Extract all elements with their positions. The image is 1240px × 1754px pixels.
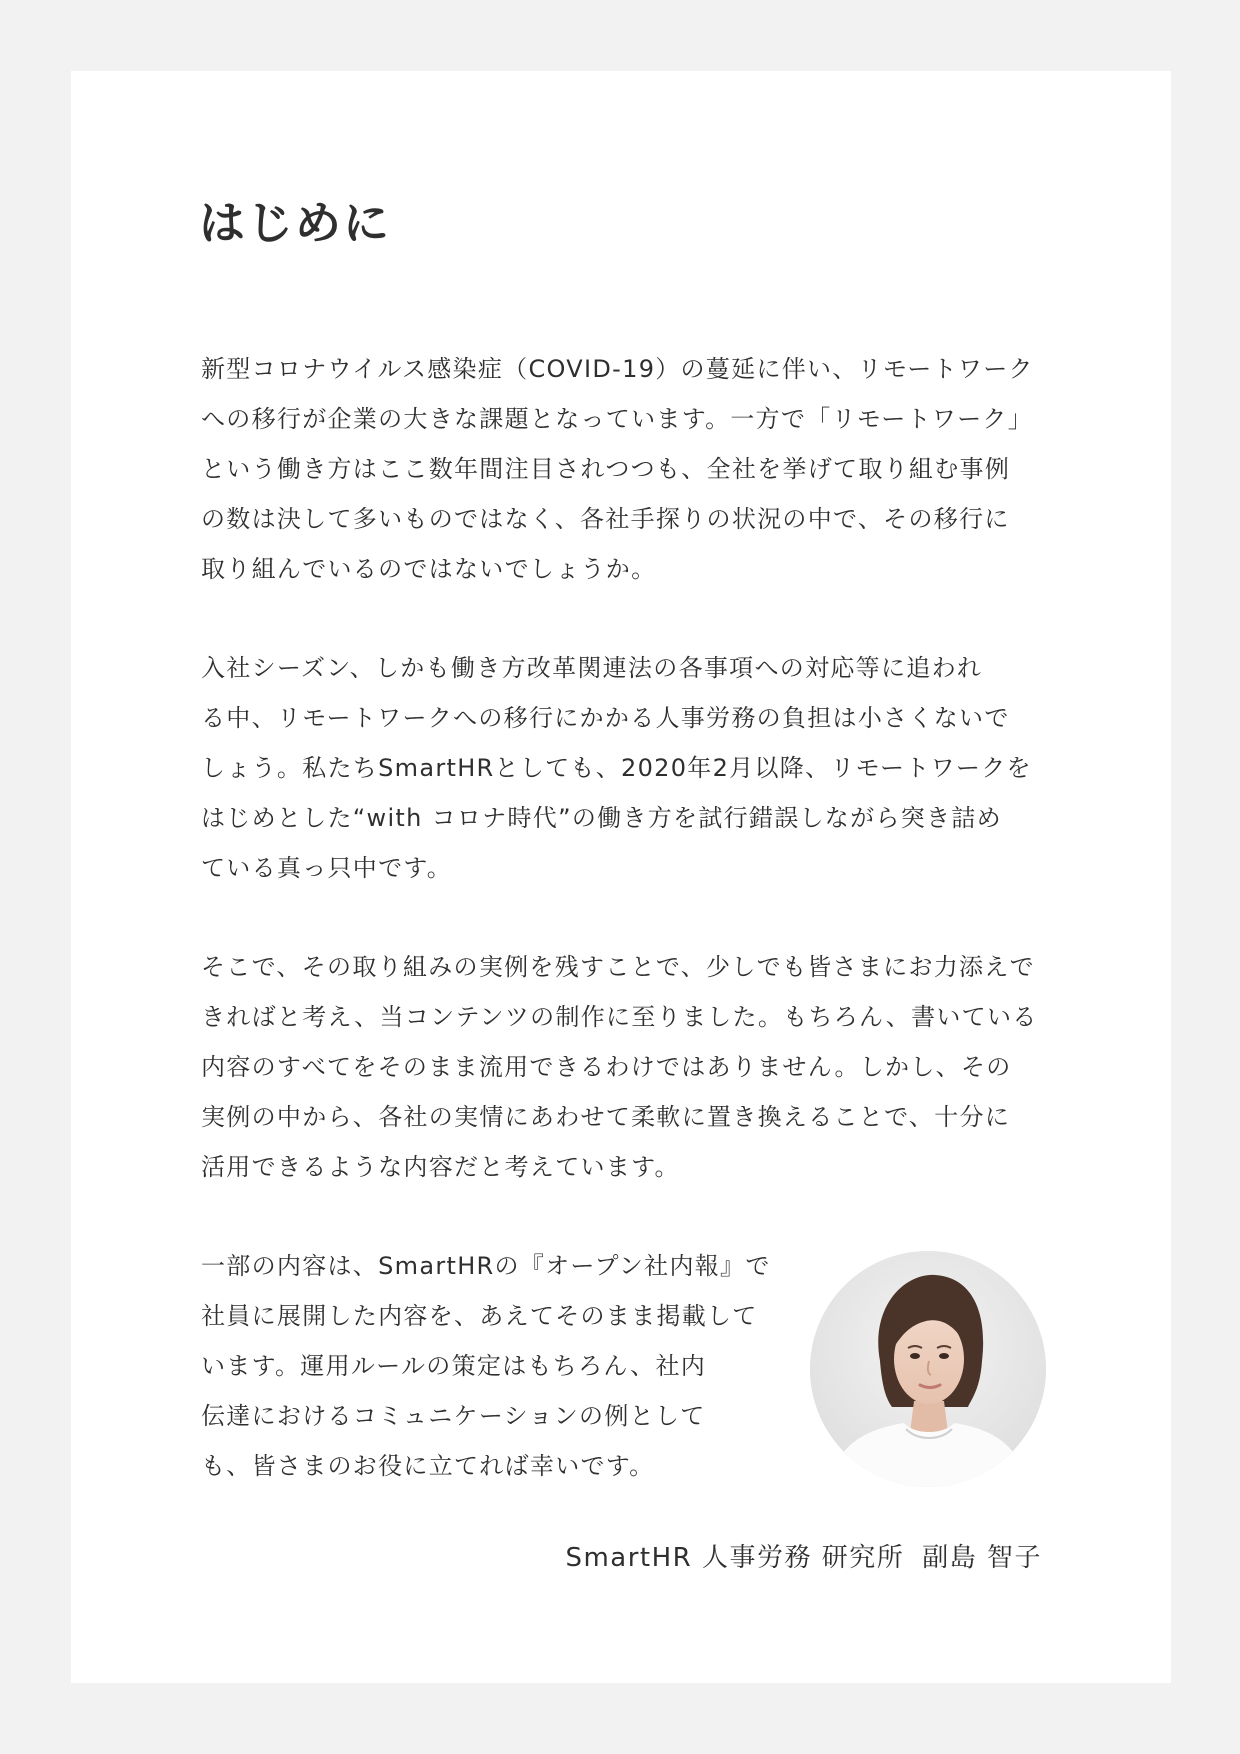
paragraph-3: [201, 942, 1041, 1192]
paragraph-line: 実例の中から、各社の実情にあわせて柔軟に置き換えることで、十分に: [201, 1103, 1011, 1131]
signature-name: 副島 智子: [922, 1543, 1042, 1573]
paragraph-line: しょう。私たちSmartHRとしても、2020年2月以降、リモートワークを: [201, 754, 1032, 782]
paragraph-line: きればと考え、当コンテンツの制作に至りました。もちろん、書いている: [201, 1003, 1038, 1031]
paragraph-line: という働き方はここ数年間注目されつつも、全社を挙げて取り組む事例: [201, 455, 1011, 483]
paragraph-line: 入社シーズン、しかも働き方改革関連法の各事項への対応等に追われ: [201, 654, 983, 682]
author-signature: [565, 1540, 1042, 1576]
paragraph-line: 活用できるような内容だと考えています。: [201, 1153, 680, 1181]
paragraph-line: 伝達におけるコミュニケーションの例として: [201, 1402, 706, 1430]
paragraph-line: 一部の内容は、SmartHRの『オープン社内報』で: [201, 1252, 771, 1280]
paragraph-line: る中、リモートワークへの移行にかかる人事労務の負担は小さくないで: [201, 704, 1010, 732]
paragraph-line: はじめとした“with コロナ時代”の働き方を試行錯誤しながら突き詰め: [201, 804, 1002, 832]
portrait-illustration: [810, 1251, 1046, 1487]
paragraph-line: 内容のすべてをそのまま流用できるわけではありません。しかし、その: [201, 1053, 1012, 1081]
paragraph-line: の数は決して多いものではなく、各社手探りの状況の中で、その移行に: [201, 505, 1010, 533]
paragraph-line: 取り組んでいるのではないでしょうか。: [201, 555, 657, 583]
author-portrait: [810, 1251, 1046, 1487]
paragraph-2: [201, 643, 1041, 893]
paragraph-1: [201, 344, 1041, 594]
paragraph-line: も、皆さまのお役に立てれば幸いです。: [201, 1452, 655, 1480]
paragraph-line: 新型コロナウイルス感染症（COVID-19）の蔓延に伴い、リモートワーク: [201, 355, 1034, 383]
paragraph-4: [201, 1241, 771, 1491]
paragraph-line: います。運用ルールの策定はもちろん、社内: [201, 1352, 707, 1380]
paragraph-line: 社員に展開した内容を、あえてそのまま掲載して: [201, 1302, 758, 1330]
page-title: はじめに: [199, 196, 391, 250]
paragraph-line: への移行が企業の大きな課題となっています。一方で「リモートワーク」: [201, 405, 1034, 433]
paragraph-line: ている真っ只中です。: [201, 854, 453, 882]
paragraph-line: そこで、その取り組みの実例を残すことで、少しでも皆さまにお力添えで: [201, 953, 1035, 981]
signature-organization: SmartHR 人事労務 研究所: [565, 1543, 905, 1573]
